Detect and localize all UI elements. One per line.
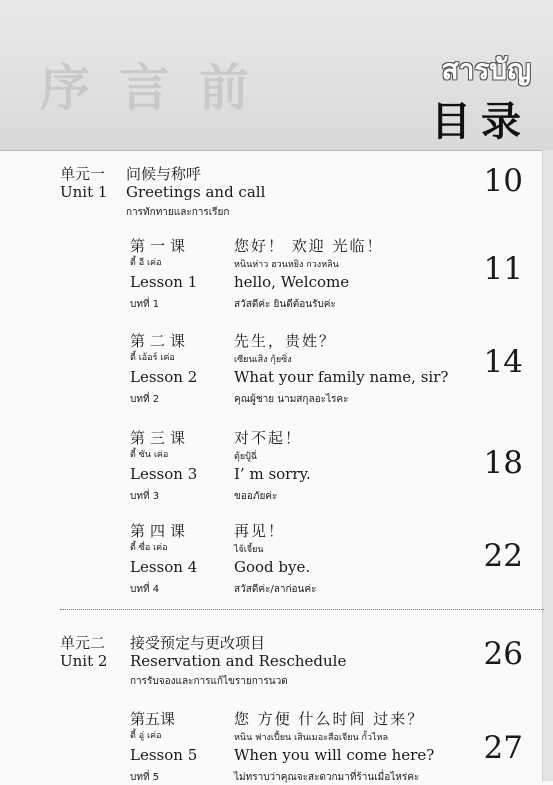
lesson-phrase-cn: 对不起！: [234, 429, 303, 447]
page-number: 22: [483, 538, 523, 574]
header-ghost-text: 序 言 前: [40, 58, 255, 117]
lesson-phrase-cn: 先生，贵姓？: [234, 332, 337, 350]
lesson-label-en: Lesson 5: [130, 746, 198, 764]
lesson-phrase-en: I’ m sorry.: [234, 465, 311, 483]
page-number: 11: [483, 251, 523, 287]
lesson-label-thai: บทที่ 3: [130, 491, 160, 502]
lesson-phrase-thai: คุณผู้ชาย นามสกุลอะไรคะ: [234, 394, 349, 405]
lesson-label-phonetic: ตี้ ซัน เค่อ: [130, 450, 169, 460]
lesson-phrase-en: hello, Welcome: [234, 273, 350, 291]
header-thai-title: สารบัญ: [441, 53, 531, 86]
lesson-label-phonetic: ตี้ เอ้อร์ เค่อ: [130, 353, 175, 363]
lesson-label-thai: บทที่ 2: [130, 394, 160, 405]
page-title: 目录: [431, 99, 531, 145]
unit-title-cn: 接受预定与更改项目: [130, 634, 266, 652]
lesson-phrase-phonetic: ตุ้ยปู้ฉี่: [234, 452, 257, 462]
lesson-phrase-thai: สวัสดีค่ะ/ลาก่อนค่ะ: [234, 584, 317, 595]
lesson-label-phonetic: ตี้ อู่ เค่อ: [130, 731, 162, 741]
lesson-phrase-cn: 您好！ 欢迎 光临！: [234, 237, 384, 255]
lesson-label-cn: 第一课: [130, 237, 191, 255]
lesson-label-phonetic: ตี้ อี เค่อ: [130, 258, 162, 268]
unit-label-cn: 单元二: [60, 634, 106, 652]
lesson-label-cn: 第二课: [130, 332, 191, 350]
page-number: 26: [483, 636, 523, 672]
unit-title-thai: การทักทายและการเรียก: [126, 207, 230, 218]
page-number: 14: [483, 344, 523, 380]
lesson-phrase-cn: 您 方便 什么时间 过来？: [234, 710, 425, 728]
lesson-label-thai: บทที่ 5: [130, 772, 160, 783]
lesson-label-en: Lesson 4: [130, 558, 198, 576]
page-number: 27: [483, 730, 523, 766]
lesson-phrase-en: When you will come here?: [234, 746, 435, 764]
header-band: [0, 0, 553, 151]
lesson-phrase-thai: ขออภัยค่ะ: [234, 491, 278, 502]
unit-label-en: Unit 2: [60, 652, 108, 670]
page-number: 10: [483, 163, 523, 199]
lesson-phrase-thai: สวัสดีค่ะ ยินดีต้อนรับค่ะ: [234, 299, 336, 310]
lesson-phrase-cn: 再见！: [234, 522, 286, 540]
lesson-label-cn: 第四课: [130, 522, 191, 540]
unit-title-en: Reservation and Reschedule: [130, 652, 347, 670]
unit-label-en: Unit 1: [60, 183, 108, 201]
page-number: 18: [483, 445, 523, 481]
unit-title-en: Greetings and call: [126, 183, 266, 201]
lesson-phrase-phonetic: ไจ้เจี้ยน: [234, 545, 264, 555]
lesson-label-en: Lesson 3: [130, 465, 198, 483]
lesson-phrase-phonetic: หนินห่าว ฮวนหยิง กวงหลิน: [234, 260, 339, 270]
section-divider: [60, 609, 544, 610]
lesson-phrase-phonetic: หนิน ฟางเปี้ยน เสินเมอะสือเจียน กั้วไหล: [234, 733, 388, 743]
page-edge-bar: [542, 150, 553, 781]
lesson-label-thai: บทที่ 1: [130, 299, 160, 310]
lesson-phrase-en: What your family name, sir?: [234, 368, 449, 386]
lesson-label-en: Lesson 1: [130, 273, 198, 291]
unit-title-thai: การรับจองและการแก้ไขรายการนวด: [130, 676, 288, 687]
lesson-label-en: Lesson 2: [130, 368, 198, 386]
lesson-label-thai: บทที่ 4: [130, 584, 160, 595]
unit-title-cn: 问候与称呼: [126, 165, 202, 183]
lesson-phrase-en: Good bye.: [234, 558, 311, 576]
lesson-label-cn: 第三课: [130, 429, 191, 447]
lesson-phrase-phonetic: เซียนเสิง กุ้ยซิ่ง: [234, 355, 292, 365]
lesson-label-phonetic: ตี้ ซื่อ เค่อ: [130, 543, 168, 553]
lesson-phrase-thai: ไม่ทราบว่าคุณจะสะดวกมาที่ร้านเมื่อไหร่คะ: [234, 772, 420, 783]
unit-label-cn: 单元一: [60, 165, 106, 183]
lesson-label-cn: 第五课: [130, 710, 176, 728]
